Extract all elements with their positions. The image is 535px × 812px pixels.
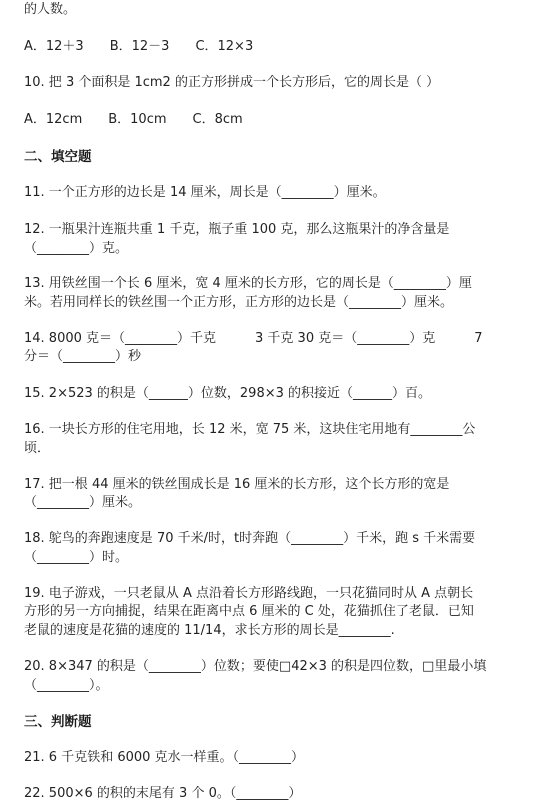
question-14: 14. 8000 克＝（________）千克 3 千克 30 克＝（________）克 7 xyxy=(24,331,483,346)
question-18: 18. 鸵鸟的奔跑速度是 70 千米/时，t时奔跑（________）千米，跑 s 千米需要 xyxy=(24,531,476,546)
question-19: 19. 电子游戏，一只老鼠从 A 点沿着长方形路线跑，一只花猫同时从 A 点朝长 xyxy=(24,586,474,601)
text-line: 的人数。 xyxy=(24,2,77,17)
question-19-cont2: 老鼠的速度是花猫的速度的 11/14，求长方形的周长是________. xyxy=(24,623,395,638)
question-17-cont: （________）厘米。 xyxy=(24,495,142,510)
question-12-cont: （________）克。 xyxy=(24,241,129,256)
question-11: 11. 一个正方形的边长是 14 厘米，周长是（________）厘米。 xyxy=(24,185,386,200)
question-13-cont: 米。若用同样长的铁丝围一个正方形，正方形的边长是（________）厘米。 xyxy=(24,295,454,310)
question-21: 21. 6 千克铁和 6000 克水一样重。（________） xyxy=(24,750,305,765)
question-10: 10. 把 3 个面积是 1cm2 的正方形拼成一个长方形后，它的周长是（ ） xyxy=(24,75,440,90)
question-16-cont: 顷． xyxy=(24,441,51,456)
question-20-cont: （________）。 xyxy=(24,678,109,693)
options-q10: A．12cm B．10cm C．8cm xyxy=(24,112,243,127)
question-20: 20. 8×347 的积是（________）位数；要使□42×3 的积是四位数，□里最小填 xyxy=(24,659,487,674)
question-13: 13. 用铁丝围一个长 6 厘米，宽 4 厘米的长方形，它的周长是（________）厘 xyxy=(24,276,472,291)
options-q9: A．12＋3 B．12－3 C．12×3 xyxy=(24,39,254,54)
section-heading-fill-in: 二、填空题 xyxy=(24,149,92,165)
question-12: 12. 一瓶果汁连瓶共重 1 千克，瓶子重 100 克，那么这瓶果汁的净含量是 xyxy=(24,222,450,237)
question-19-cont: 方形的另一方向捕捉，结果在距离中点 6 厘米的 C 处，花猫抓住了老鼠．已知 xyxy=(24,604,474,619)
section-heading-true-false: 三、判断题 xyxy=(24,714,92,730)
question-15: 15. 2×523 的积是（______）位数，298×3 的积接近（______）百。 xyxy=(24,386,432,401)
question-16: 16. 一块长方形的住宅用地，长 12 米，宽 75 米，这块住宅用地有________公 xyxy=(24,422,476,437)
question-18-cont: （________）时。 xyxy=(24,550,129,565)
question-17: 17. 把一根 44 厘米的铁丝围成长是 16 厘米的长方形，这个长方形的宽是 xyxy=(24,477,450,492)
question-14-cont: 分＝（________）秒 xyxy=(24,349,142,364)
question-22: 22. 500×6 的积的末尾有 3 个 0。（________） xyxy=(24,786,302,801)
